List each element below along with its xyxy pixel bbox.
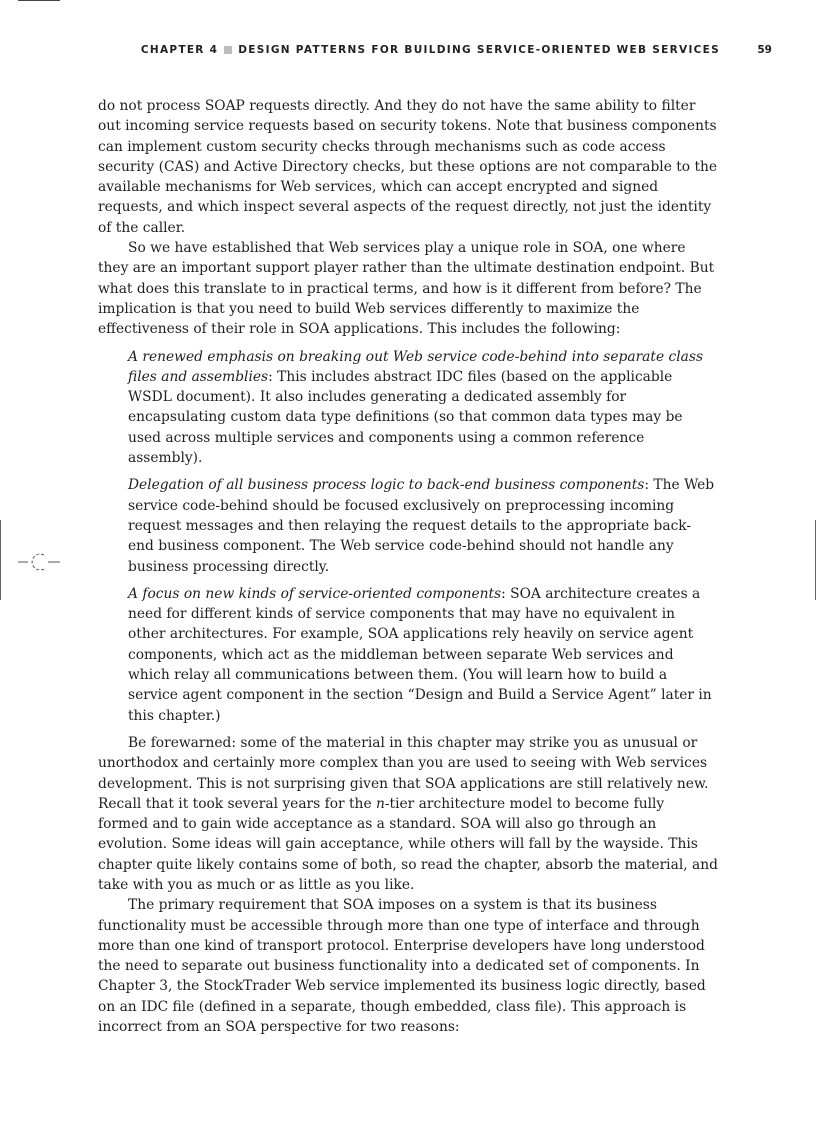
paragraph-soa-role: So we have established that Web services play a unique role in SOA, one where they are an important support player rather than the ultimate destination endpoint. But what does this translate to in practical terms, and how is it different from before? The implication is that you need to build Web services differently to maximize the effectiveness of their role in SOA applications. This includes the following: — [98, 240, 715, 338]
italic-n: n — [376, 795, 385, 812]
crop-mark-top — [18, 0, 60, 1]
crop-mark-left — [0, 520, 1, 600]
body-text — [98, 96, 718, 1037]
bullet-text: : The Web service code-behind should be focused exclusively on preprocessing incoming request messages and then relaying the request details to the appropriate back-end business component. The Web service code-behind should not handle any business processing directly. — [128, 477, 715, 575]
chapter-label: CHAPTER 4 — [140, 44, 219, 56]
paragraph-continuation: do not process SOAP requests directly. And they do not have the same ability to filter out incoming service requests based on security tokens. Note that business components can implement custom security checks through mechanisms such as code access security (CAS) and Active Directory checks, but these options are not comparable to the available mechanisms for Web services, which can accept encrypted and signed requests, and which inspect several aspects of the request directly, not just the identity of the caller. — [98, 98, 718, 236]
bullet-delegation — [128, 475, 716, 576]
text-run: -tier architecture model to become fully formed and to gain wide acceptance as a standard. SOA will also go through an evolution. Some ideas will gain acceptance, while others will fall by the wayside. This chapter quite likely contains some of both, so read the chapter, absorb the material, and take with you as much or as little as you like. — [98, 795, 718, 893]
chapter-title: DESIGN PATTERNS FOR BUILDING SERVICE-ORIENTED WEB SERVICES — [238, 44, 720, 56]
bullet-text: : This includes abstract IDC files (based on the applicable WSDL document). It also includes generating a dedicated assembly for encapsulating custom data type definitions (so that common data types may be used across multiple services and components using a common reference assembly). — [128, 368, 683, 467]
text-run: Be forewarned: some of the material in this chapter may strike you as unusual or unorthodox and certainly more complex than you are used to seeing with Web services development. This is not surprising given that SOA applications are still relatively new. Recall that it took several years for the — [98, 734, 709, 812]
bullet-term: A focus on new kinds of service-oriented components — [128, 585, 502, 602]
paragraph-primary-requirement: The primary requirement that SOA imposes on a system is that its business functionality must be accessible through more than one type of interface and through more than one kind of transport protocol. Enterprise developers have long understood the need to separate out business functionality into a dedicated set of components. In Chapter 3, the StockTrader Web service implemented its business logic directly, based on an IDC file (defined in a separate, though embedded, class file). This approach is incorrect from an SOA perspective for two reasons: — [98, 897, 706, 1036]
page-number: 59 — [757, 44, 772, 56]
bullet-service-components — [128, 584, 716, 726]
bullet-term: Delegation of all business process logic to back-end business components — [128, 477, 645, 494]
separator-square-icon — [224, 46, 232, 54]
running-title — [141, 44, 720, 56]
bullet-term: A renewed emphasis on breaking out Web service code-behind into separate class files and assemblies — [128, 348, 704, 385]
paragraph-forewarned — [98, 733, 718, 895]
bullet-text: : SOA architecture creates a need for different kinds of service components that may have no equivalent in other architectures. For example, SOA applications rely heavily on service agent components, which act as the middleman between separate Web services and which relay all communications between them. (You will learn how to build a service agent component in the section “Design and Build a Service Agent” later in this chapter.) — [128, 585, 712, 724]
bullet-code-behind — [128, 347, 716, 469]
registration-mark-icon — [18, 551, 60, 573]
